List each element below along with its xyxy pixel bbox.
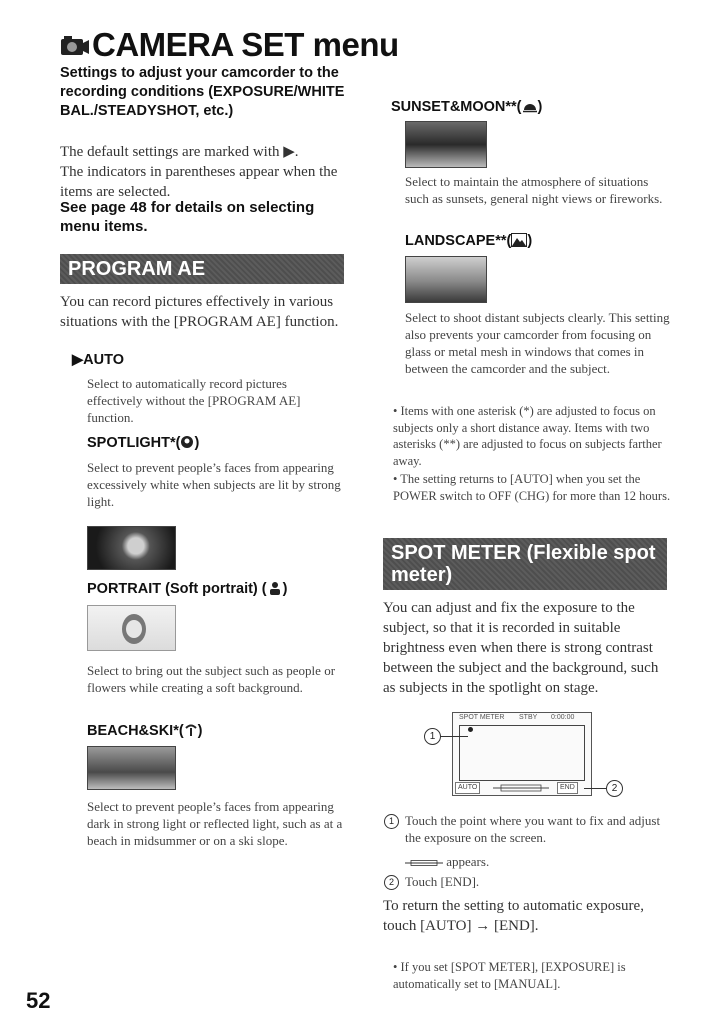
sunset-moon-desc: Select to maintain the atmosphere of situations such as sunsets, general night views or fireworks. — [405, 174, 663, 206]
landscape-heading-text: LANDSCAPE**( — [405, 233, 512, 249]
spot-meter-note: • If you set [SPOT METER], [EXPOSURE] is automatically set to [MANUAL]. — [393, 960, 626, 991]
intro-indicators: The indicators in parentheses appear when the items are selected. — [60, 164, 338, 200]
see-page-note: See page 48 for details on selecting menu items. — [60, 199, 315, 235]
spotlight-heading-text: SPOTLIGHT*( — [87, 435, 181, 451]
auto-heading: ▶AUTO — [72, 352, 124, 368]
spotlight-heading — [87, 435, 199, 451]
page-subtitle: Settings to adjust your camcorder to the recording conditions (EXPOSURE/WHITE BAL./STEADYSHOT, etc.) — [60, 65, 345, 119]
spot-meter-banner: SPOT METER (Flexible spot meter) — [383, 538, 667, 590]
return-auto-text — [383, 896, 678, 936]
spot-meter-screen — [452, 712, 592, 796]
portrait-example-image — [87, 605, 176, 651]
intro-default: The default settings are marked with ▶. — [60, 144, 299, 160]
auto-reset-note: • The setting returns to [AUTO] when you set the POWER switch to OFF (CHG) for more than 12 hours. — [393, 472, 671, 503]
spotlight-desc: Select to prevent people’s faces from appearing excessively white when subjects are lit by strong light. — [87, 460, 341, 509]
sunset-moon-icon — [522, 99, 538, 113]
page-title-text: CAMERA SET menu — [92, 26, 399, 63]
portrait-heading-end: ) — [282, 581, 288, 597]
beach-ski-heading — [87, 723, 203, 739]
return-auto-text-b: [END]. — [490, 918, 539, 934]
screen-timecode: 0:00:00 — [551, 714, 575, 721]
auto-button[interactable]: AUTO — [455, 782, 480, 794]
page-number: 52 — [26, 988, 51, 1013]
portrait-heading-text: PORTRAIT (Soft portrait) ( — [87, 581, 267, 597]
step-1-number: 1 — [384, 814, 399, 829]
landscape-heading — [405, 233, 532, 249]
portrait-desc: Select to bring out the subject such as people or flowers while creating a soft background. — [87, 663, 336, 695]
beach-ski-example-image — [87, 746, 176, 790]
step-1-appears-text: appears. — [446, 854, 490, 869]
return-auto-text-a: To return the setting to automatic exposure, touch [AUTO] — [383, 898, 644, 934]
step-2-number: 2 — [384, 875, 399, 890]
sunset-moon-heading — [391, 99, 542, 115]
exposure-scale-icon — [493, 784, 549, 792]
spot-marker-icon — [468, 727, 473, 732]
sunset-moon-heading-text: SUNSET&MOON**( — [391, 99, 522, 115]
beach-ski-icon — [184, 723, 198, 737]
auto-desc: Select to automatically record pictures effectively without the [PROGRAM AE] function. — [87, 376, 301, 425]
beach-ski-heading-text: BEACH&SKI*( — [87, 723, 184, 739]
sunset-moon-example-image — [405, 121, 487, 168]
arrow-icon: → — [475, 918, 491, 934]
camera-icon — [60, 34, 90, 58]
beach-ski-desc: Select to prevent people’s faces from appearing dark in strong light or reflected light, such as at a beach in midsummer or on a ski slope. — [87, 799, 343, 848]
asterisk-note: • Items with one asterisk (*) are adjusted to focus on subjects only a short distance away. Items with two asterisks (**) are adjusted to focus on subjects farther away. — [393, 404, 662, 468]
spot-meter-desc: You can adjust and fix the exposure to the subject, so that it is recorded in suitable brightness even when there is strong contrast between the subject and the background, such as subjects in the spotlight on stage. — [383, 600, 659, 696]
landscape-heading-end: ) — [527, 233, 533, 249]
step-2-text: Touch [END]. — [405, 874, 480, 889]
step-1-text: Touch the point where you want to fix and adjust the exposure on the screen. — [405, 813, 661, 845]
landscape-example-image — [405, 256, 487, 303]
spotlight-heading-end: ) — [194, 435, 200, 451]
program-ae-desc: You can record pictures effectively in various situations with the [PROGRAM AE] function. — [60, 294, 339, 330]
callout-1-icon: 1 — [424, 728, 441, 745]
landscape-desc: Select to shoot distant subjects clearly. This setting also prevents your camcorder from focusing on glass or metal mesh in windows that comes in between the camcorder and the subject. — [405, 310, 670, 376]
end-button[interactable]: END — [557, 782, 578, 794]
exposure-scale-small-icon — [405, 860, 443, 866]
screen-spot-meter-label: SPOT METER — [459, 714, 505, 721]
spotlight-icon — [180, 435, 194, 449]
spotlight-example-image — [87, 526, 176, 570]
landscape-icon — [511, 233, 527, 247]
page-title — [60, 26, 399, 64]
sunset-moon-heading-end: ) — [537, 99, 543, 115]
callout-2-icon: 2 — [606, 780, 623, 797]
portrait-heading — [87, 581, 287, 597]
step-1-appears — [405, 853, 675, 870]
beach-ski-heading-end: ) — [197, 723, 203, 739]
portrait-icon — [267, 581, 283, 595]
screen-status: STBY — [519, 714, 538, 721]
program-ae-banner: PROGRAM AE — [60, 254, 344, 284]
